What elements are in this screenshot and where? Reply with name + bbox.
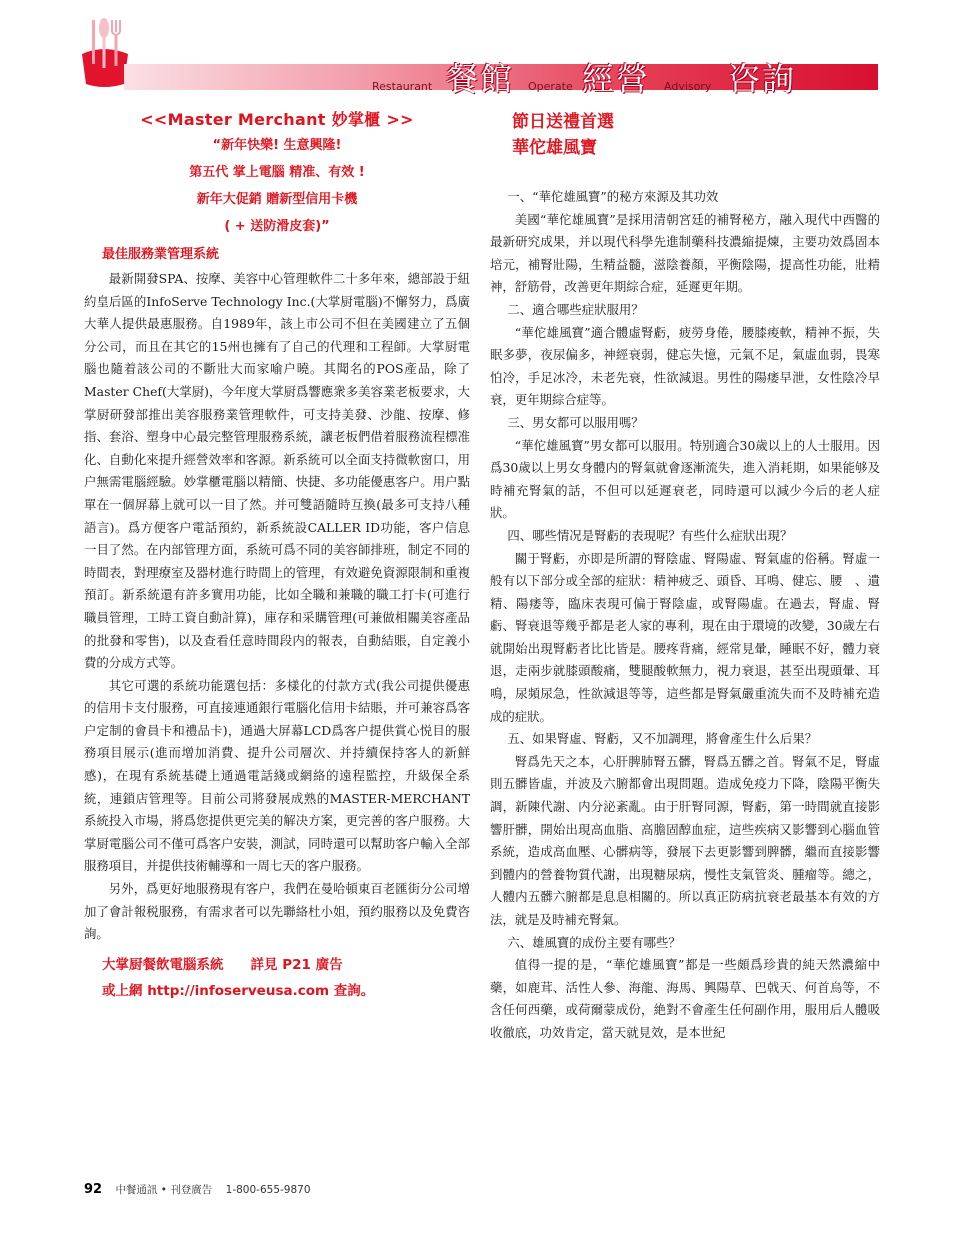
left-article-title: <<Master Merchant 妙掌櫃 >> <box>140 110 414 129</box>
faq-answer: 腎爲先天之本，心肝脾肺腎五髒，腎爲五髒之首。腎氣不足，腎虛則五髒皆虛，并波及六腑都會出現問題。造成免疫力下降，陰陽平衡失調，新陳代謝、内分泌紊亂。由于肝腎同源，腎虧，第一時間就直接影響肝髒，開始出現高血脂、高膽固醇血症，這些疾病又影響到心腦血管系統，造成高血壓、心髒病等，發展下去更影響到脾髒，繼而直接影響到體内的營養物質代謝，出現糖尿病，慢性支氣管炎、腫瘤等。總之，人體内五髒六腑都是息息相關的。所以真正防病抗衰老最基本有效的方法，就是及時補充腎氣。 <box>490 753 880 927</box>
promo-line: 新年大促銷 贈新型信用卡機 <box>196 192 358 207</box>
right-article-title-line2: 華佗雄風寶 <box>512 138 597 158</box>
page-footer <box>84 1182 311 1197</box>
header-zh-advisory: 咨詢 <box>728 60 797 98</box>
promo-line: “新年快樂! 生意興隆! <box>212 138 342 153</box>
header-zh-restaurant: 餐館 <box>446 60 515 98</box>
faq-question: 二、適合哪些症狀服用？ <box>507 301 644 317</box>
faq-answer: 值得一提的是，“華佗雄風寶”都是一些頗爲珍貴的純天然濃縮中藥，如鹿茸、活性人參、海龍、海馬、興陽草、巴戟天、何首烏等，不含任何西藥，或荷爾蒙成份，絶對不會產生任何副作用，服用后人體吸收徹底，功效肯定，當天就見效，是本世紀 <box>490 957 880 1040</box>
left-footer-website-link[interactable]: 或上網 http://infoserveusa.com 查詢。 <box>102 982 375 999</box>
right-article-title-line1: 節日送禮首選 <box>512 112 614 132</box>
promo-line: 第五代 掌上電腦 精准、有效 ! <box>189 165 365 180</box>
phone-number: 1-800-655-9870 <box>225 1184 311 1196</box>
faq-answer: “華佗雄風寶”適合體虛腎虧，疲勞身倦，腰膝痠軟，精神不振，失眠多夢，夜尿偏多，神經衰弱，健忘失憶，元氣不足，氣虛血弱，畏寒怕冷，手足冰冷，未老先衰，性欲減退。男性的陽痿早泄，女性陰冷早衰，更年期綜合症等。 <box>490 324 880 408</box>
faq-question: 三、男女都可以服用嗎？ <box>507 414 644 430</box>
faq-question: 六、雄風寶的成份主要有哪些？ <box>507 934 681 950</box>
faq-question: 一、“華佗雄風寶”的秘方來源及其功效 <box>507 189 719 204</box>
header-zh-operate: 經營 <box>582 60 651 98</box>
left-paragraph: 最新開發SPA、按摩、美容中心管理軟件二十多年來，總部設于紐約皇后區的InfoServe Technology Inc.(大掌厨電腦)不懈努力，爲廣大華人提供最惠服務。自1989年，該上市公司不但在美國建立了五個分公司，而且在其它的15州也擁有了自己的代理和工程師。大掌厨電腦也隨着該公司的不斷壯大而家喻户曉。其聞名的POS產品，除了Master Chef(大掌厨)，今年度大掌厨爲響應衆多美容業老板要求，大掌厨研發部推出美容服務業管理軟件，可支持美發、沙龍、按摩、修指、套浴、塑身中心最完整管理服務系統，讓老板們借着服務流程標准化、自動化來提升經營效率和客源。新系統可以全面支持微軟窗口，用户無需電腦經驗。妙掌櫃電腦以精簡、快捷、多功能優惠客户。用户點單在一個屏幕上就可以一目了然。并可雙語隨時互換(最多可支持八種語言)。爲方便客户電話預約，新系統設CALLER ID功能，客户信息一目了然。在内部管理方面，系統可爲不同的美容師排班，制定不同的時間表，對理療室及器材進行時間上的管理，有效避免資源限制和重複預訂。新系統還有許多實用功能，比如全職和兼職的職工打卡(可進行職員管理，工時工資自動計算)，庫存和采購管理(可兼做相關美容產品的批發和零售)，以及查看任意時間段内的報表，自動結賬，自定義小費的分成方式等。 <box>84 271 470 671</box>
header-en-advisory: Advisory <box>664 80 712 93</box>
faq-question: 四、哪些情况是腎虧的表現呢？有些什么症狀出現？ <box>507 527 793 543</box>
faq-answer: 美國“華佗雄風寶”是採用清朝宮廷的補腎秘方，融入現代中西醫的最新研究成果，并以現代科學先進制藥科技濃縮提煉，主要功效爲固本培元，補腎壯陽，生精益髓，滋陰養顏，平衡陰陽，提高性功能，壯精神，舒筋骨，改善更年期綜合症，延遲更年期。 <box>490 211 880 295</box>
header-en-operate: Operate <box>528 80 573 93</box>
publication-name: 中餐通訊 • 刊登廣告 <box>115 1184 213 1196</box>
faq-answer: 關于腎虧，亦即是所謂的腎陰虛、腎陽虛、腎氣虛的俗稱。腎虛一般有以下部分或全部的症狀：精神疲乏、頭昏、耳鳴、健忘、腰 、遺精、陽痿等，臨床表現可偏于腎陰虛，或腎陽虛。在過去，腎虛、腎虧、腎衰退等幾乎都是老人家的專利，現在由于環境的改變，30歲左右就開始出現腎虧者比比皆是。腰疼背痛，經常見暈，睡眠不好，體力衰退，走兩步就膝頭酸痛，雙腿酸軟無力，視力衰退，甚至出現頭暈、耳鳴，尿頻尿急，性欲減退等等，這些都是腎氣嚴重流失而不及時補充造成的症狀。 <box>490 550 880 724</box>
faq-answer: “華佗雄風寶”男女都可以服用。特别適合30歲以上的人士服用。因爲30歲以上男女身體内的腎氣就會逐漸流失，進入消耗期，如果能够及時補充腎氣的話，不但可以延遲衰老，同時還可以減少今后的老人症狀。 <box>490 437 880 521</box>
header-en-restaurant: Restaurant <box>372 80 433 93</box>
left-article <box>84 108 470 1004</box>
promo-line: ( + 送防滑皮套)” <box>224 219 330 234</box>
left-subheading: 最佳服務業管理系統 <box>102 247 220 262</box>
left-paragraph: 另外，爲更好地服務現有客户，我們在曼哈頓東百老匯街分公司增加了會計報税服務，有需求者可以先聯絡杜小姐，預约服務以及免費咨詢。 <box>84 881 470 942</box>
page-number: 92 <box>84 1182 103 1197</box>
faq-question: 五、如果腎虛、腎虧，又不加調理，將會產生什么后果？ <box>507 731 818 747</box>
right-article <box>490 108 880 1045</box>
left-paragraph: 其它可選的系統功能選包括：多樣化的付款方式(我公司提供優惠的信用卡支付服務，可直接連通銀行電腦化信用卡結賬，并可兼容爲客户定制的會員卡和禮品卡)，通過大屏幕LCD爲客户提供賞心悦目的服務項目展示(進而增加消費、提升公司層次、并持續保持客人的新鮮感)，在現有系統基礎上通過電話綫或網絡的遠程監控，升級保全系統，連鎖店管理等。目前公司將發展成熟的MASTER-MERCHANT系統投入市場，將爲您提供更完美的解决方案，更完善的客户服務。大掌厨電腦公司不僅可爲客户安裝，測試，同時還可以幫助客户輸入全部服務項目，并提供技術輔導和一周七天的客户服務。 <box>84 677 470 874</box>
left-footer-ad-line: 大掌厨餐飲電腦系統 詳見 P21 廣告 <box>102 956 343 973</box>
